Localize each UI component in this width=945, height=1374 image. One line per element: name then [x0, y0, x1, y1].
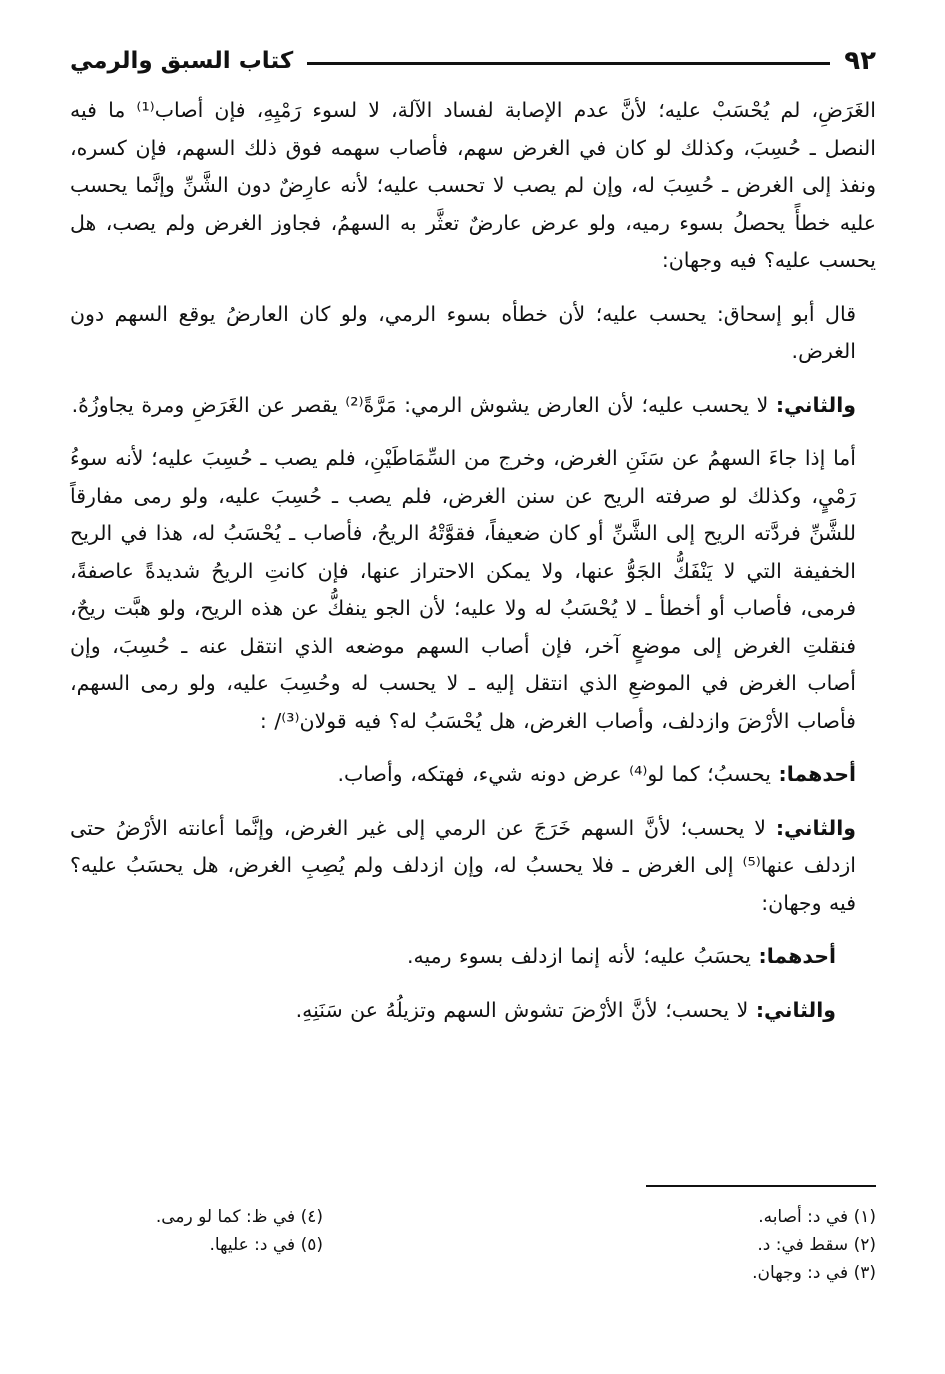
page-header: [70, 40, 876, 82]
paragraph-6: [70, 810, 876, 923]
footnotes-column-right: [473, 1203, 876, 1287]
paragraph-text: أما إذا جاءَ السهمُ عن سَنَنِ الغرض، وخرج من السِّمَاطَيْنِ، فلم يصب ـ حُسِبَ عليه؛ لأنه سوءُ رَمْيٍ، وكذلك لو صرفته الريح عن سنن الغرض، فلم يصب ـ حُسِبَ عليه، ولو رمى مفارقاً للشَّنِّ فردَّته الريح إلى الشَّنِّ أو كان ضعيفاً، فقوَّتْهُ الريحُ، فأصاب ـ يُحْسَبُ له، هذا في الريح الخفيفة التي لا يَنْفَكُّ الجَوُّ عنها، ولا يمكن الاحتراز عنها، فإن كانتِ الريحُ شديدةً عاصفةً، فرمى، فأصاب أو أخطأ ـ لا يُحْسَبُ له ولا عليه؛ لأن الجو ينفكُّ عن هذه الريح، ولو هبَّت ريحٌ، فنقلتِ الغرض إلى موضعٍ آخر، فإن أصاب السهم موضعه الذي انتقل عنه ـ حُسِبَ، وإن أصاب الغرض في الموضعِ الذي انتقل إليه ـ لا يحسب له وحُسِبَ عليه، ولو رمى السهم، فأصاب الأرْضَ وازدلف، وأصاب الغرض، هل يُحْسَبُ له؟ فيه قولان⁽³⁾/ :: [70, 446, 856, 733]
paragraph-lead: أحدهما:: [778, 762, 856, 786]
paragraph-4: [70, 440, 876, 740]
footnote-4: (٤) في ظ: كما لو رمى.: [155, 1207, 323, 1227]
book-page: [70, 40, 876, 1340]
paragraph-text: يحسبُ؛ كما لو⁽⁴⁾ عرض دونه شيء، فهتكه، وأصاب.: [337, 762, 779, 786]
paragraph-5: [70, 756, 876, 794]
footnote-2: (٢) سقط في: د.: [757, 1235, 876, 1255]
footnote-3: (٣) في د: وجهان.: [752, 1263, 876, 1283]
paragraph-text: يحسَبُ عليه؛ لأنه إنما ازدلف بسوء رميه.: [406, 944, 759, 968]
paragraph-lead: أحدهما:: [758, 944, 836, 968]
footnote-1: (١) في د: أصابه.: [758, 1207, 876, 1227]
paragraph-lead: والثاني:: [755, 997, 836, 1022]
footnotes: [70, 1203, 876, 1287]
paragraph-text: لا يحسب؛ لأنَّ السهم خَرَجَ عن الرمي إلى غير الغرض، وإنَّما أعانته الأرْضُ حتى ازدلف عنها⁽⁵⁾ إلى الغرض ـ فلا يحسبُ له، وإن ازدلف ولم يُصِبِ الغرض، هل يحسَبُ عليه؟ فيه وجهان:: [70, 815, 856, 915]
paragraph-2: [70, 296, 876, 371]
paragraph-text: قال أبو إسحاق: يحسب عليه؛ لأن خطأه بسوء الرمي، ولو كان العارضُ يوقع السهم دون الغرض.: [70, 301, 856, 363]
footnotes-column-left: [70, 1203, 473, 1287]
body-text: [70, 92, 876, 1029]
header-rule: [307, 62, 830, 65]
paragraph-1: [70, 92, 876, 280]
footnote-5: (٥) في د: عليها.: [209, 1235, 323, 1255]
paragraph-text: لا يحسب عليه؛ لأن العارض يشوش الرمي: مَرَّةً⁽²⁾ يقصر عن الغَرَضِ ومرة يجاوزُهُ.: [71, 392, 776, 417]
footnote-rule: [646, 1185, 876, 1187]
page-number: ٩٢: [844, 46, 876, 76]
paragraph-7: [70, 938, 876, 976]
paragraph-3: [70, 387, 876, 425]
book-title: كتاب السبق والرمي: [70, 48, 294, 74]
paragraph-lead: والثاني:: [775, 392, 856, 417]
paragraph-8: [70, 992, 876, 1030]
paragraph-lead: والثاني:: [775, 815, 856, 840]
paragraph-text: لا يحسب؛ لأنَّ الأرْضَ تشوش السهم وتزيلُهُ عن سَنَنِهِ.: [295, 997, 756, 1022]
paragraph-text: الغَرَضِ، لم يُحْسَبْ عليه؛ لأنَّ عدم الإصابة لفساد الآلة، لا لسوء رَمْيِهِ، فإن أصاب⁽¹⁾ ما فيه النصل ـ حُسِبَ، وكذلك لو كان في الغرض سهم، فأصاب سهمه فوق ذلك السهم، فإن كسره، ونفذ إلى الغرض ـ حُسِبَ له، وإن لم يصب لا تحسب عليه؛ لأنه عارِضٌ دون الشَّنِّ وإنَّما يحسب عليه خطأً يحصلُ بسوء رميه، ولو عرض عارضٌ تعثَّر به السهمُ، فجاوز الغرض ولم يصب، هل يحسب عليه؟ فيه وجهان:: [70, 98, 876, 272]
